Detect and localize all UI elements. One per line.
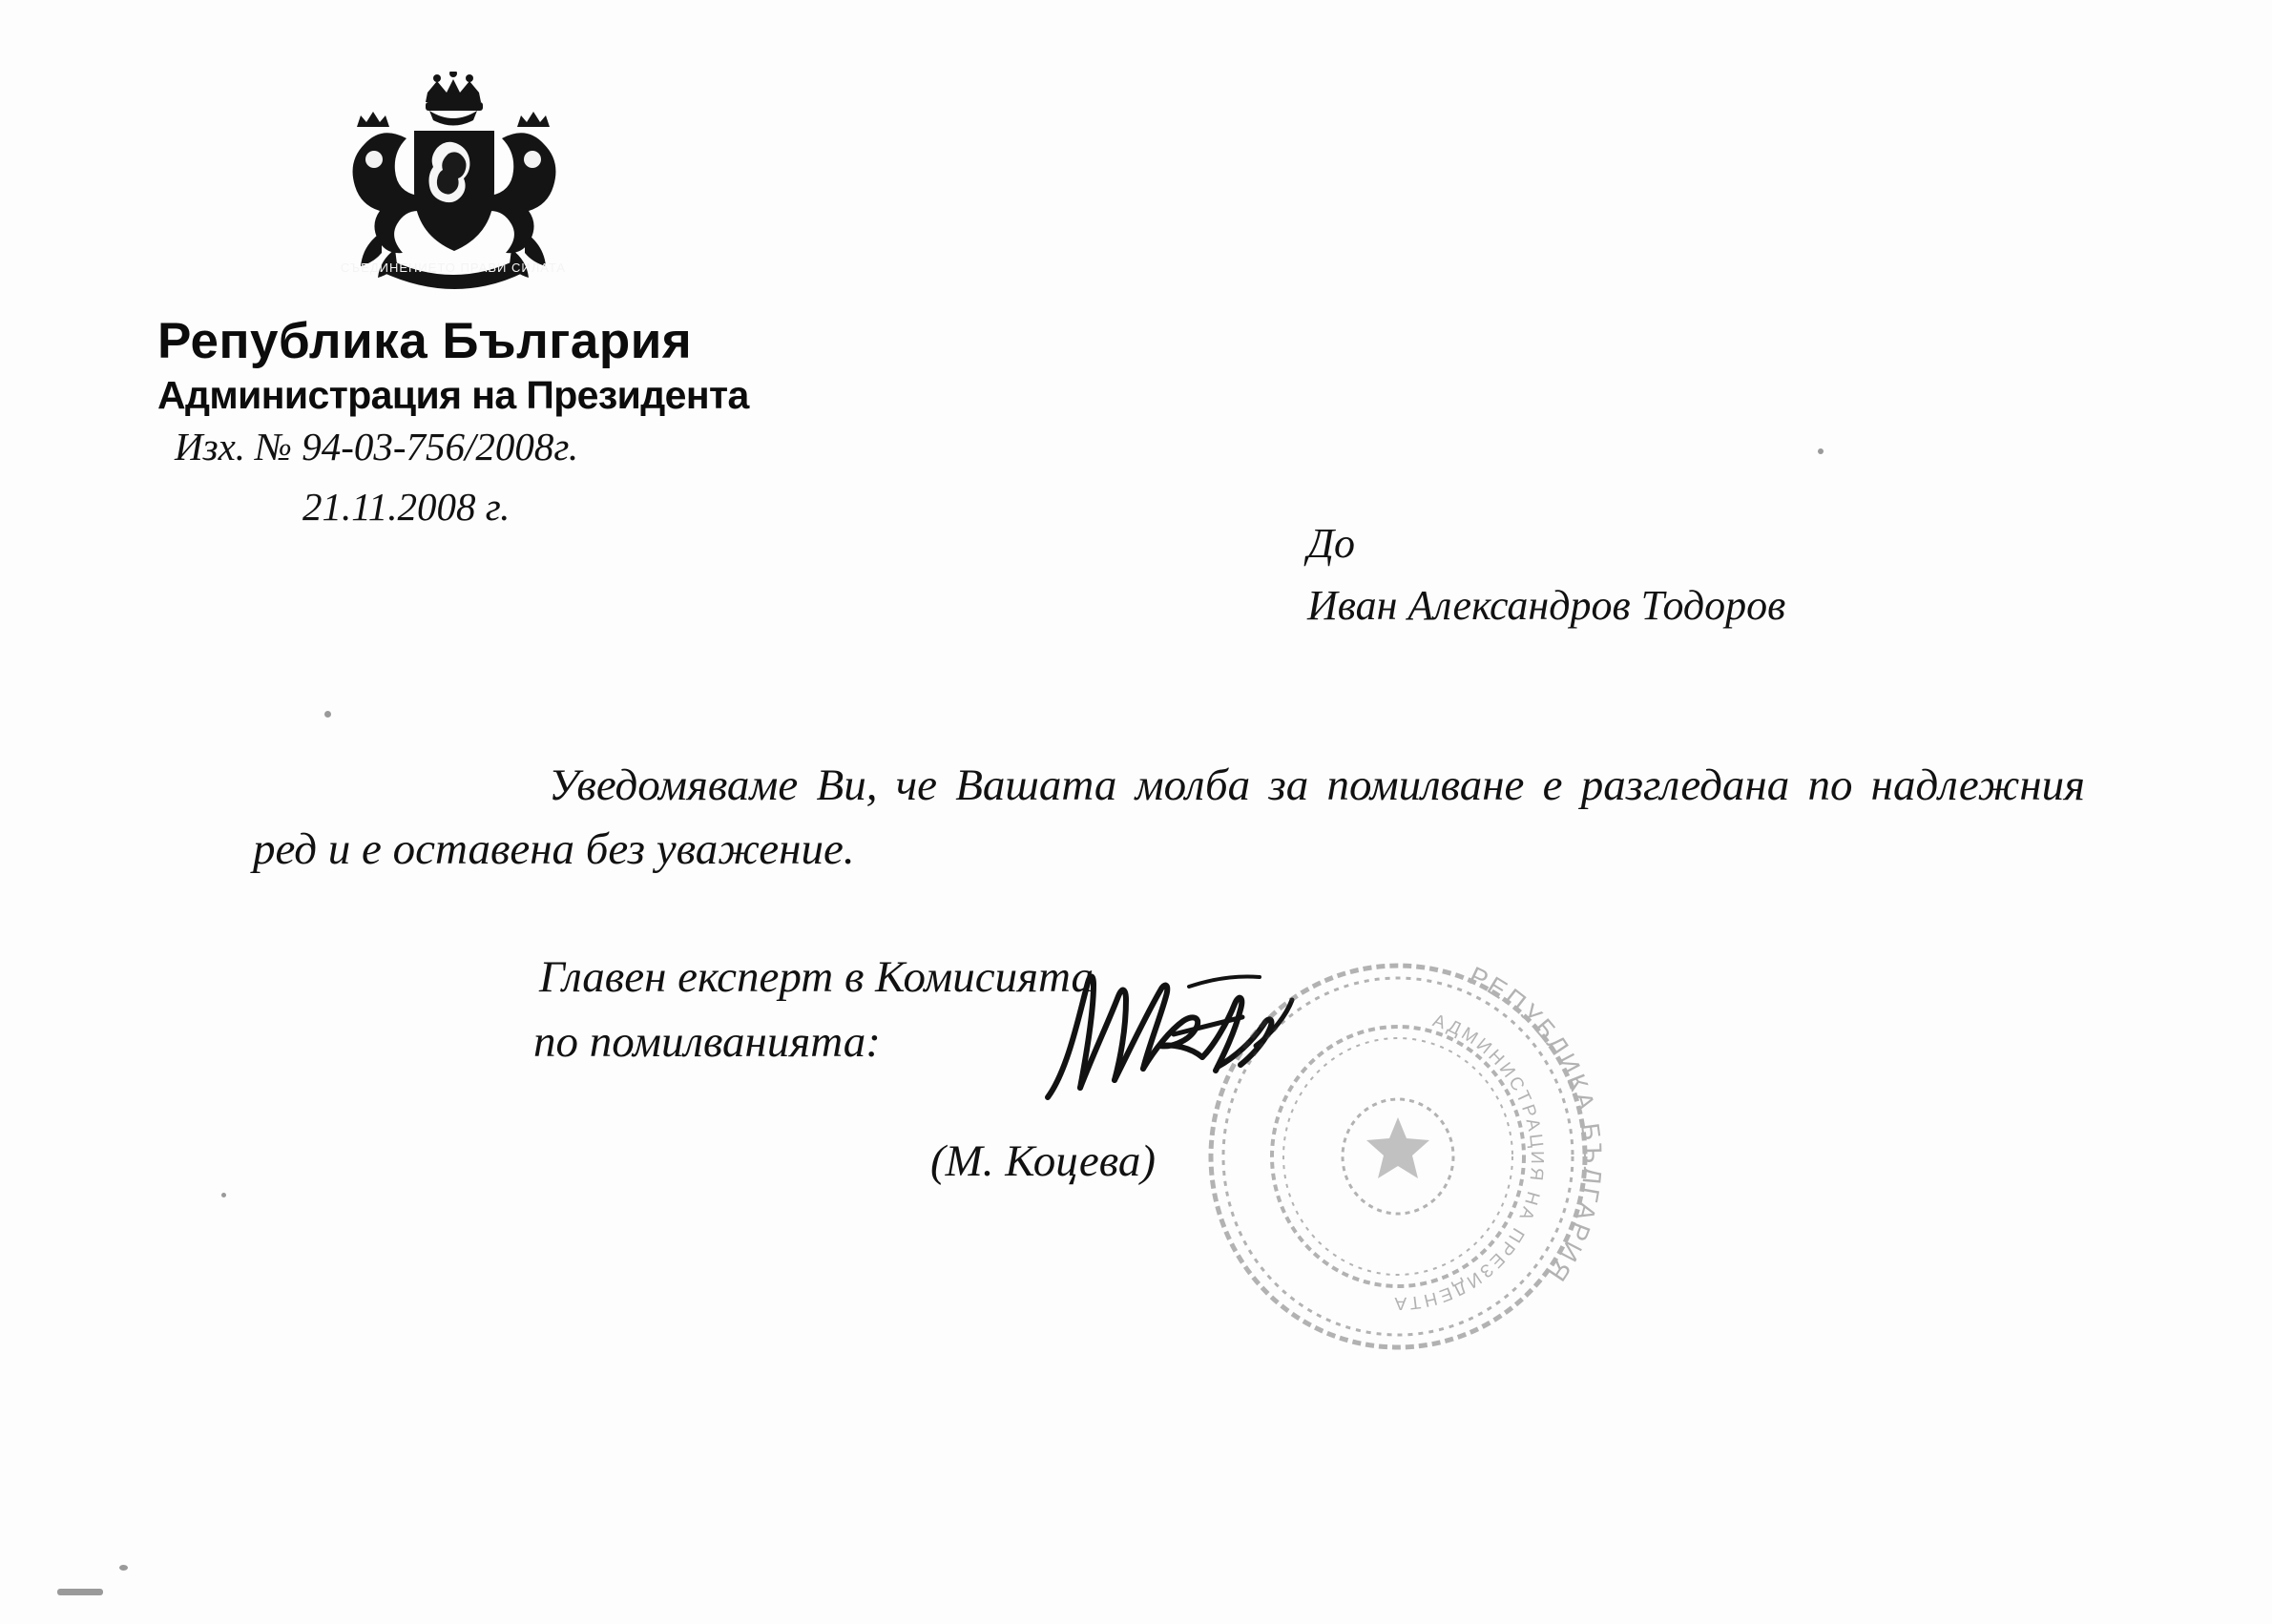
coat-of-arms-icon: [315, 72, 592, 301]
letterhead: [157, 315, 1016, 530]
letter-body: [253, 754, 2085, 881]
addressee-name: Иван Александров Тодоров: [1307, 582, 1786, 630]
scan-speck: [221, 1193, 226, 1197]
scan-speck: [1818, 448, 1824, 454]
addressee-block: [1307, 515, 1785, 635]
letter-body-paragraph: Уведомяваме Ви, че Вашата молба за помилване е разгледана по надлежния ред и е оставена без уважение.: [253, 760, 2085, 874]
svg-text:СЪЕДИНЕНИЕТО ПРАВИ СИЛАТА: СЪЕДИНЕНИЕТО ПРАВИ СИЛАТА: [340, 260, 567, 275]
letterhead-administration: Администрация на Президента: [157, 372, 749, 417]
letterhead-date: 21.11.2008 г.: [302, 484, 511, 529]
scan-speck: [324, 711, 331, 718]
official-round-stamp: [1178, 930, 1617, 1379]
letterhead-reference-number: Изх. № 94-03-756/2008г.: [175, 424, 579, 468]
svg-text:РЕПУБЛИКА БЪЛГАРИЯ: РЕПУБЛИКА БЪЛГАРИЯ: [1464, 961, 1608, 1289]
scan-speck: [119, 1565, 128, 1571]
svg-text:АДМИНИСТРАЦИЯ НА ПРЕЗИДЕНТА: АДМИНИСТРАЦИЯ НА ПРЕЗИДЕНТА: [1391, 1010, 1547, 1314]
signer-title-line-1: Главен експерт в Комисията: [539, 952, 1094, 1002]
signer-name: (М. Коцева): [930, 1136, 1156, 1186]
signer-title-line-2: по помилванията:: [533, 1017, 881, 1068]
signature-block: [533, 945, 1094, 1074]
addressee-to-label: До: [1307, 520, 1355, 567]
letterhead-country: Република България: [157, 313, 693, 369]
scan-speck: [57, 1589, 103, 1595]
